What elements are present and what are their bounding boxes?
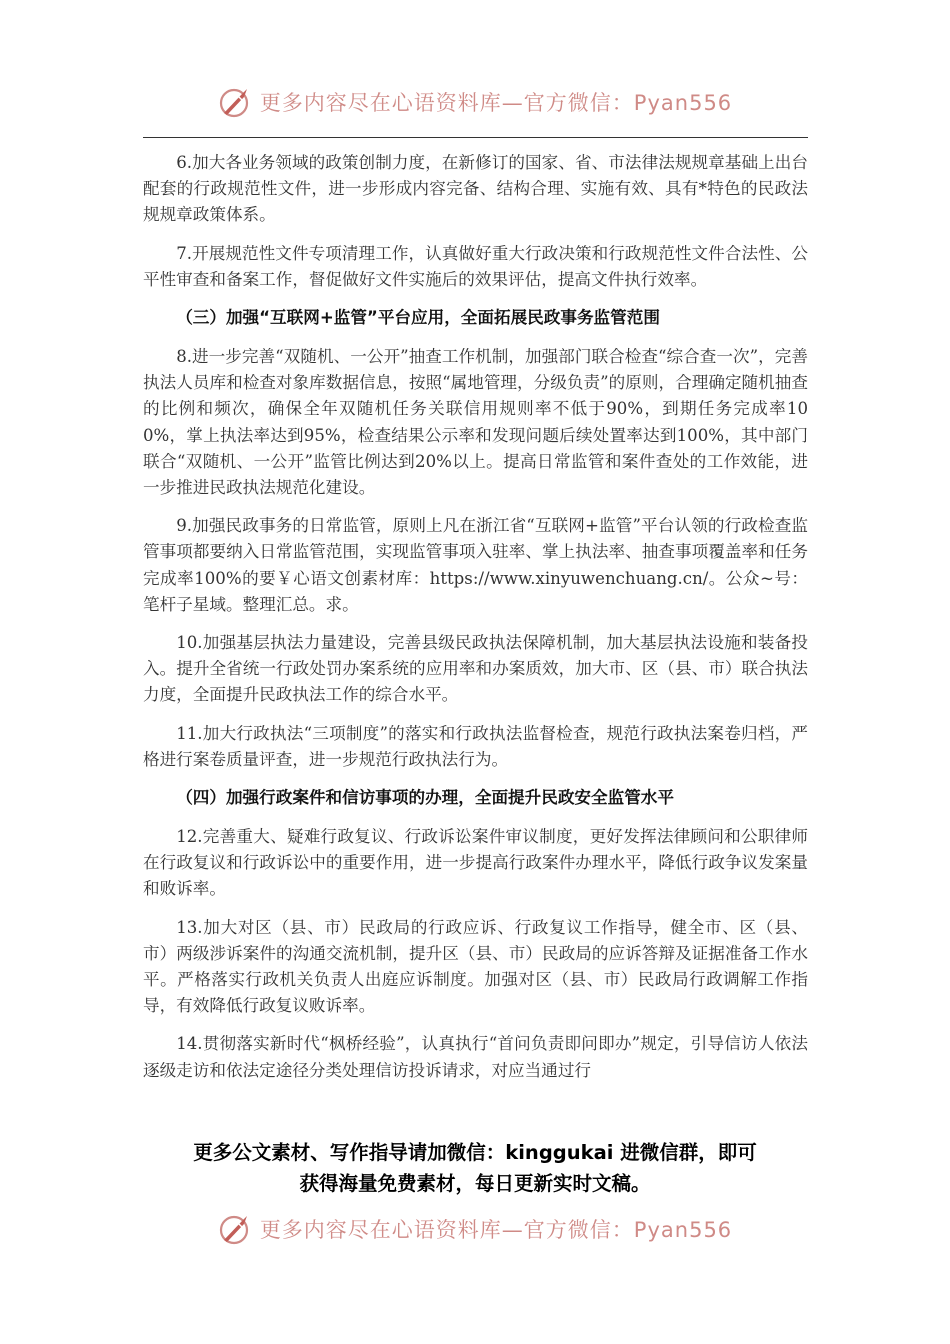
pen-nib-icon xyxy=(218,85,252,119)
paragraph-14: 14.贯彻落实新时代“枫桥经验”，认真执行“首问负责即问即办”规定，引导信访人依法逐级走访和依法定途径分类处理信访投诉请求，对应当通过行 xyxy=(143,1034,808,1080)
section-heading-4: （四）加强行政案件和信访事项的办理，全面提升民政安全监管水平 xyxy=(176,788,674,808)
footer-note-line-1: 更多公文素材、写作指导请加微信：kinggukai 进微信群，即可 xyxy=(193,1141,757,1164)
header-divider xyxy=(143,137,808,138)
footer-brand-text: 更多内容尽在心语资料库—官方微信：Pyan556 xyxy=(259,1218,733,1242)
footer-note-line-2: 获得海量免费素材，每日更新实时文稿。 xyxy=(299,1172,651,1195)
header-brand-text: 更多内容尽在心语资料库—官方微信：Pyan556 xyxy=(259,91,733,115)
paragraph-13: 13.加大对区（县、市）民政局的行政应诉、行政复议工作指导，健全市、区（县、市）两级涉诉案件的沟通交流机制，提升区（县、市）民政局的应诉答辩及证据准备工作水平。严格落实行政机关负责人出庭应诉制度。加强对区（县、市）民政局行政调解工作指导，有效降低行政复议败诉率。 xyxy=(143,917,808,1016)
paragraph-9: 9.加强民政事务的日常监管，原则上凡在浙江省“互联网+监管”平台认领的行政检查监管事项都要纳入日常监管范围，实现监管事项入驻率、掌上执法率、抽查事项覆盖率和任务完成率100%的要￥心语文创素材库：https://www.xinyuwenchuang.cn/。公众~号：笔杆子星域。整理汇总。求。 xyxy=(143,516,808,614)
paragraph-6: 6.加大各业务领域的政策创制力度，在新修订的国家、省、市法律法规规章基础上出台配套的行政规范性文件，进一步形成内容完备、结构合理、实施有效、具有*特色的民政法规规章政策体系。 xyxy=(143,153,808,225)
paragraph-7: 7.开展规范性文件专项清理工作，认真做好重大行政决策和行政规范性文件合法性、公平性审查和备案工作，督促做好文件实施后的效果评估，提高文件执行效率。 xyxy=(143,243,808,289)
paragraph-8: 8.进一步完善“双随机、一公开”抽查工作机制，加强部门联合检查“综合查一次”，完善执法人员库和检查对象库数据信息，按照“属地管理，分级负责”的原则，合理确定随机抽查的比例和频次，确保全年双随机任务关联信用规则率不低于90%，到期任务完成率100%，掌上执法率达到95%，检查结果公示率和发现问题后续处置率达到100%，其中部门联合“双随机、一公开”监管比例达到20%以上。提高日常监管和案件查处的工作效能，进一步推进民政执法规范化建设。 xyxy=(143,347,808,498)
paragraph-12: 12.完善重大、疑难行政复议、行政诉讼案件审议制度，更好发挥法律顾问和公职律师在行政复议和行政诉讼中的重要作用，进一步提高行政案件办理水平，降低行政争议发案量和败诉率。 xyxy=(143,827,808,899)
header-brand xyxy=(0,82,950,122)
paragraph-11: 11.加大行政执法“三项制度”的落实和行政执法监督检查，规范行政执法案卷归档，严格进行案卷质量评查，进一步规范行政执法行为。 xyxy=(143,723,808,769)
footer-brand xyxy=(0,1209,950,1249)
document-body xyxy=(143,150,808,1096)
footer-promo-note xyxy=(120,1137,830,1199)
section-heading-3: （三）加强“互联网+监管”平台应用，全面拓展民政事务监管范围 xyxy=(176,308,660,328)
pen-nib-icon xyxy=(218,1212,252,1246)
paragraph-10: 10.加强基层执法力量建设，完善县级民政执法保障机制，加大基层执法设施和装备投入。提升全省统一行政处罚办案系统的应用率和办案质效，加大市、区（县、市）联合执法力度，全面提升民政执法工作的综合水平。 xyxy=(143,633,808,705)
